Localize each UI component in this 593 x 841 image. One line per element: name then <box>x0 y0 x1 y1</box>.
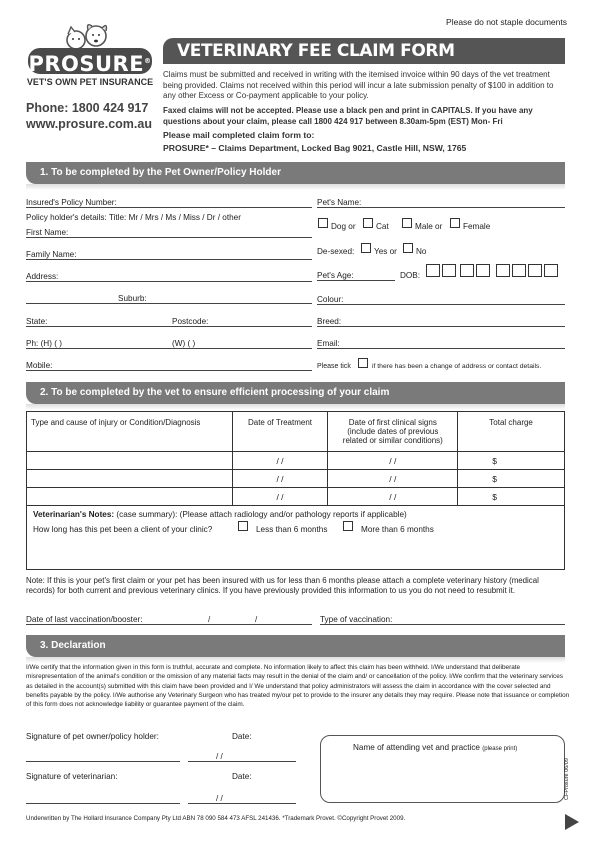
first-name-field[interactable] <box>26 237 312 238</box>
logo-wordmark <box>26 48 154 74</box>
vaccination-date-slash-1: / <box>208 615 211 624</box>
mobile-field[interactable] <box>26 370 312 371</box>
colour-label: Colour: <box>317 295 344 304</box>
owner-date-label: Date: <box>232 732 252 741</box>
brand-phone: Phone: 1800 424 917 <box>26 101 149 115</box>
vet-notes-box[interactable] <box>26 505 565 570</box>
cat-checkbox[interactable] <box>363 218 373 228</box>
tick-pre-label: Please tick <box>317 363 351 370</box>
charge-cell[interactable]: $ <box>458 452 565 470</box>
col-first-signs-header: Date of first clinical signs (include dates of previous related or similar conditions) <box>328 412 458 452</box>
dob-digit-box[interactable] <box>496 264 510 277</box>
female-label: Female <box>463 222 491 231</box>
email-field[interactable] <box>317 348 565 349</box>
claim-table <box>26 411 565 506</box>
desexed-label: De-sexed: <box>317 247 355 256</box>
client-duration-question: How long has this pet been a client of your clinic? <box>33 525 213 534</box>
address-field[interactable] <box>26 281 312 282</box>
dob-digit-box[interactable] <box>528 264 542 277</box>
breed-label: Breed: <box>317 317 342 326</box>
charge-cell[interactable]: $ <box>458 488 565 506</box>
owner-date-field[interactable] <box>188 761 296 762</box>
next-page-arrow-icon[interactable] <box>564 813 580 831</box>
top-note: Please do not staple documents <box>446 17 567 27</box>
charge-cell[interactable]: $ <box>458 470 565 488</box>
section-3-header: 3. Declaration <box>26 635 565 657</box>
male-label: Male or <box>415 222 443 231</box>
change-of-details-checkbox[interactable] <box>358 358 368 368</box>
phone-home-label: Ph: (H) ( ) <box>26 339 62 348</box>
attending-vet-label-text: Name of attending vet and practice <box>353 743 480 752</box>
first-signs-cell[interactable]: / / <box>328 452 458 470</box>
cat-label: Cat <box>376 222 389 231</box>
vaccination-type-field[interactable] <box>320 624 565 625</box>
intro-paragraph-1: Claims must be submitted and received in writing with the itemised invoice within 90 days of the vet treatment being provided. Claims not received within this period will incur a late submission penalty of $100 in addition to any other Excess or Co-payment applicable to your policy. <box>163 70 554 100</box>
form-title-bar <box>163 38 565 64</box>
family-name-label: Family Name: <box>26 250 77 259</box>
dob-digit-box[interactable] <box>460 264 474 277</box>
dob-digit-box[interactable] <box>442 264 456 277</box>
desexed-no-checkbox[interactable] <box>403 243 413 253</box>
more-than-6-months-label: More than 6 months <box>361 525 434 534</box>
declaration-text: I/We certify that the information given in this form is truthful, accurate and complete. No information likely to affect this claim has been withheld. I/We understand that deliberate misrepresentation of the animal's condition or the omission of any material facts may result in the denial of the claim and/ or cancellation of the policy. I/We confirm that the veterinary services as detailed in the account(s) submitted with this claim have been provided and I/ We understand that policy administrators will assess the claim in accordance with the cover selected and benefits payable by the policy. I/We authorise any Veterinary Surgeon who has treated my/our pet to provide to the insurer any details they may require. Please note that issuance or completion of this form does not acknowledge liability or guarantee payment of the claim. <box>26 664 570 709</box>
attending-vet-box[interactable] <box>320 735 565 803</box>
vet-date-label: Date: <box>232 772 252 781</box>
first-signs-cell[interactable]: / / <box>328 488 458 506</box>
email-label: Email: <box>317 339 340 348</box>
vet-notes-rest: (case summary): (Please attach radiology and/or pathology reports if applicable) <box>114 510 407 519</box>
first-name-label: First Name: <box>26 228 69 237</box>
more-than-6-months-checkbox[interactable] <box>343 521 353 531</box>
suburb-label: Suburb: <box>118 294 147 303</box>
pet-name-label: Pet's Name: <box>317 198 362 207</box>
mobile-label: Mobile: <box>26 361 53 370</box>
family-name-field[interactable] <box>26 259 312 260</box>
section-1-header: 1. To be completed by the Pet Owner/Policy Holder <box>26 162 565 184</box>
vet-signature-field[interactable] <box>26 803 180 804</box>
state-label: State: <box>26 317 48 326</box>
policy-number-label: Insured's Policy Number: <box>26 198 117 207</box>
form-title: VETERINARY FEE CLAIM FORM <box>177 41 455 61</box>
female-checkbox[interactable] <box>450 218 460 228</box>
pet-age-field[interactable] <box>317 280 395 281</box>
injury-cell[interactable] <box>27 488 233 506</box>
dob-label: DOB: <box>400 271 421 280</box>
attending-vet-label-small: (please print) <box>482 746 518 752</box>
desexed-no-label: No <box>416 247 427 256</box>
intro-paragraph-3: Please mail completed claim form to: <box>163 130 315 140</box>
intro-paragraph-4: PROSURE* – Claims Department, Locked Bag 9021, Castle Hill, NSW, 1765 <box>163 143 467 153</box>
col-treatment-date-header: Date of Treatment <box>232 412 328 452</box>
col-injury-header: Type and cause of injury or Condition/Diagnosis <box>27 412 233 452</box>
dog-checkbox[interactable] <box>318 218 328 228</box>
footer-underwriter: Underwritten by The Hollard Insurance Company Pty Ltd ABN 78 090 584 473 AFSL 241436. *Trademark Provet. ©Copyright Provet 2009. <box>26 815 406 822</box>
suburb-field[interactable] <box>26 303 312 304</box>
less-than-6-months-label: Less than 6 months <box>256 525 328 534</box>
policy-holder-label: Policy holder's details: Title: Mr / Mrs / Ms / Miss / Dr / other <box>26 213 241 222</box>
vaccination-date-label: Date of last vaccination/booster: <box>26 615 143 624</box>
phone-field[interactable] <box>26 348 312 349</box>
owner-signature-field[interactable] <box>26 761 180 762</box>
table-row <box>27 452 565 470</box>
less-than-6-months-checkbox[interactable] <box>238 521 248 531</box>
state-postcode-field[interactable] <box>26 326 312 327</box>
claim-table-header <box>27 412 565 452</box>
vet-date-field[interactable] <box>188 803 296 804</box>
vaccination-type-label: Type of vaccination: <box>320 615 393 624</box>
vet-date-slashes: / / <box>216 794 223 803</box>
history-note: Note: If this is your pet's first claim or your pet has been insured with us for less than 6 months please attach a complete veterinary history (medical records) for both current and previous veterinary clinics. If you have previously provided this information to us you do not need to resubmit it. <box>26 576 539 596</box>
dob-digit-box[interactable] <box>476 264 490 277</box>
desexed-yes-checkbox[interactable] <box>361 243 371 253</box>
vet-notes-bold: Veterinarian's Notes: <box>33 510 115 519</box>
desexed-yes-label: Yes or <box>374 247 397 256</box>
attending-vet-label <box>353 743 517 752</box>
brand-tagline: VET'S OWN PET INSURANCE <box>26 77 154 87</box>
dob-digit-box[interactable] <box>426 264 440 277</box>
first-signs-cell[interactable]: / / <box>328 470 458 488</box>
vet-notes-label <box>33 510 407 519</box>
vet-signature-label: Signature of veterinarian: <box>26 772 118 781</box>
address-label: Address: <box>26 272 59 281</box>
breed-field[interactable] <box>317 326 565 327</box>
dob-digit-box[interactable] <box>544 264 558 277</box>
phone-work-label: (W) ( ) <box>172 339 196 348</box>
vaccination-date-field[interactable] <box>26 624 312 625</box>
tick-post-label: if there has been a change of address or contact details. <box>372 363 542 370</box>
table-row <box>27 470 565 488</box>
table-row <box>27 488 565 506</box>
side-form-code: CFProsure 06/09 <box>564 758 570 800</box>
male-checkbox[interactable] <box>402 218 412 228</box>
colour-field[interactable] <box>317 304 565 305</box>
vaccination-date-slash-2: / <box>255 615 258 624</box>
dog-label: Dog or <box>331 222 356 231</box>
dob-digit-box[interactable] <box>512 264 526 277</box>
injury-cell[interactable] <box>27 452 233 470</box>
brand-logo <box>26 18 154 98</box>
owner-signature-label: Signature of pet owner/policy holder: <box>26 732 159 741</box>
policy-number-field[interactable] <box>26 207 312 208</box>
brand-website: www.prosure.com.au <box>26 117 152 131</box>
treatment-date-cell[interactable]: / / <box>232 470 328 488</box>
col-total-charge-header: Total charge <box>458 412 565 452</box>
section-2-header: 2. To be completed by the vet to ensure efficient processing of your claim <box>26 382 565 404</box>
intro-paragraph-2: Faxed claims will not be accepted. Please use a black pen and print in CAPITALS. If you have any questions about your claim, please call 1800 424 917 between 8.30am-5pm (EST) Mon- Fri <box>163 106 533 126</box>
logo-trademark: ® <box>144 57 152 65</box>
postcode-label: Postcode: <box>172 317 209 326</box>
injury-cell[interactable] <box>27 470 233 488</box>
pet-age-label: Pet's Age: <box>317 271 354 280</box>
treatment-date-cell[interactable]: / / <box>232 452 328 470</box>
treatment-date-cell[interactable]: / / <box>232 488 328 506</box>
logo-text: PROSURE <box>28 52 145 76</box>
pet-name-field[interactable] <box>317 207 565 208</box>
owner-date-slashes: / / <box>216 752 223 761</box>
